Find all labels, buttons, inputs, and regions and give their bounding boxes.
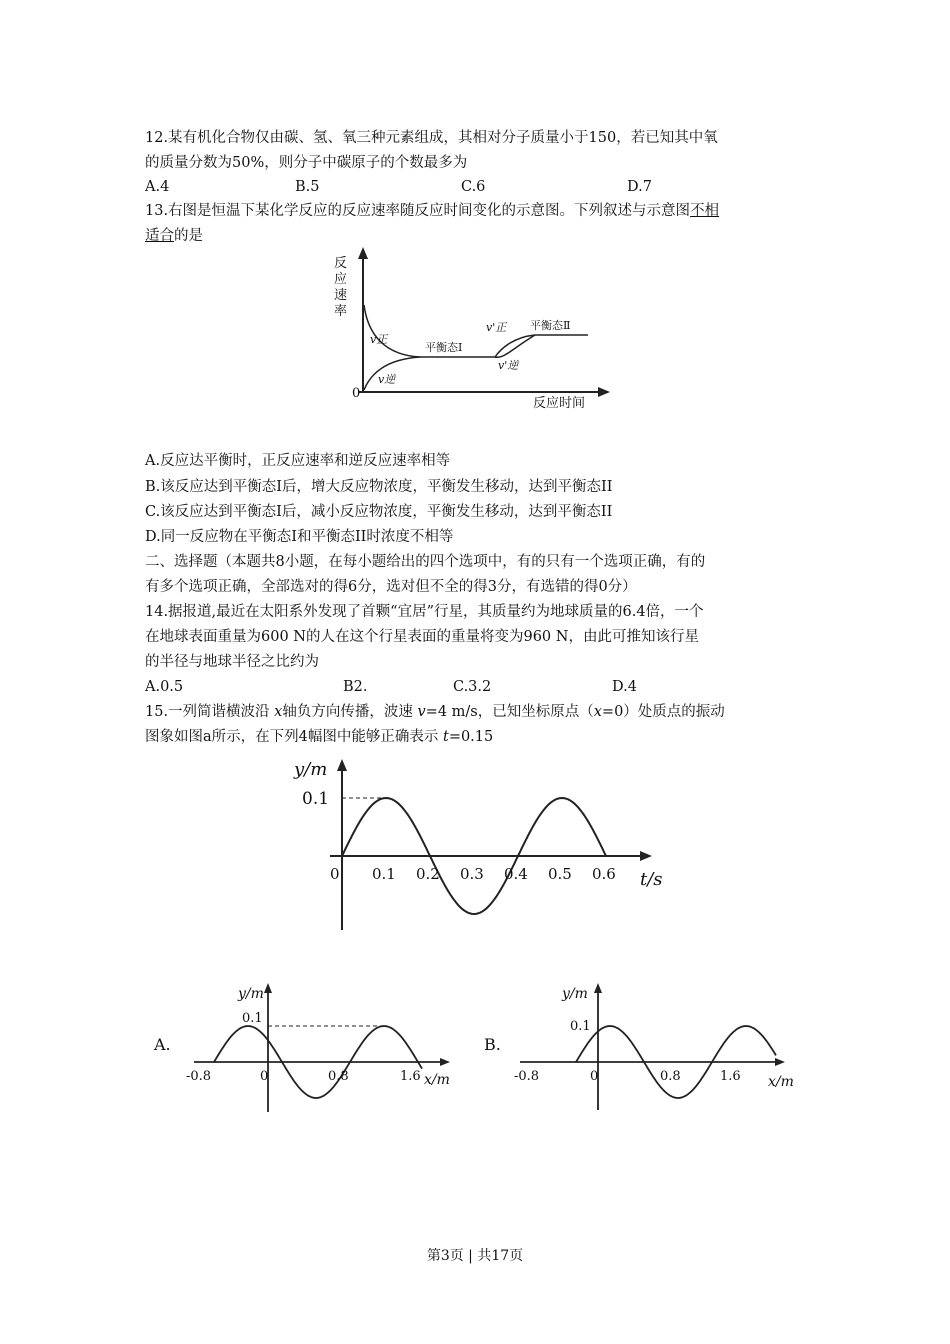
page-footer: 第3页 | 共17页 xyxy=(426,1248,524,1264)
waveform-option-b xyxy=(480,980,810,1130)
q12-line1: 12.某有机化合物仅由碳、氢、氧三种元素组成，其相对分子质量小于150，若已知其中氧 xyxy=(145,130,718,146)
section2-line1: 二、选择题（本题共8小题，在每小题给出的四个选项中，有的只有一个选项正确，有的 xyxy=(145,554,706,570)
rate-ylabel-4: 率 xyxy=(334,304,348,319)
fig-a-tick-label: 0.2 xyxy=(416,865,440,883)
rate-origin: 0 xyxy=(352,386,361,401)
fig-A-amplitude-label: 0.1 xyxy=(242,1011,263,1026)
fig-a-y-arrow xyxy=(337,759,347,771)
vibration-graph-a xyxy=(290,755,690,955)
y-axis-arrow xyxy=(358,247,368,259)
fig-A-tick-label: -0.8 xyxy=(186,1069,212,1084)
fig-B-x-arrow xyxy=(775,1058,785,1066)
section2-line2: 有多个选项正确，全部选对的得6分，选对但不全的得3分，有选错的得0分） xyxy=(145,579,637,595)
fig-B-label: B. xyxy=(484,1035,501,1054)
q13-option-c: C.该反应达到平衡态I后，减小反应物浓度，平衡发生移动，达到平衡态II xyxy=(145,504,613,520)
fig-a-ticks xyxy=(330,865,616,883)
fig-B-tick-label: 0 xyxy=(590,1069,599,1084)
rate-curves xyxy=(364,305,588,390)
q14-line1: 14.据报道,最近在太阳系外发现了首颗“宜居”行星，其质量约为地球质量的6.4倍，一个 xyxy=(145,604,704,620)
fig-a-tick-label: 0.5 xyxy=(548,865,572,883)
fig-a-x-arrow xyxy=(640,851,652,861)
rate-xlabel: 反应时间 xyxy=(533,396,586,411)
fig-a-tick-label: 0.4 xyxy=(504,865,528,883)
fig-a-tick-label: 0.3 xyxy=(460,865,484,883)
fig-A-tick-label: 1.6 xyxy=(400,1069,421,1084)
fig-B-tick-label: 0.8 xyxy=(660,1069,681,1084)
reaction-rate-figure xyxy=(330,245,610,415)
q14-option-b: B2. xyxy=(343,679,368,695)
v-reverse-prime-label: v'逆 xyxy=(498,359,519,372)
q13-option-b: B.该反应达到平衡态I后，增大反应物浓度，平衡发生移动，达到平衡态II xyxy=(145,479,613,495)
fig-A-ticks xyxy=(186,1069,421,1084)
q14-option-c: C.3.2 xyxy=(453,679,492,695)
q13-line1: 13.右图是恒温下某化学反应的反应速率随反应时间变化的示意图。下列叙述与示意图不相 xyxy=(145,203,720,219)
q12-option-d: D.7 xyxy=(627,179,652,195)
q14-option-a: A.0.5 xyxy=(145,679,184,695)
q14-line3: 的半径与地球半径之比约为 xyxy=(145,654,319,670)
fig-A-tick-label: 0 xyxy=(260,1069,269,1084)
v-forward-label: v正 xyxy=(370,333,388,346)
q15-line1: 15.一列简谐横波沿 x轴负方向传播，波速 v=4 m/s，已知坐标原点（x=0）处质点的振动 xyxy=(145,704,725,720)
state2-label: 平衡态Ⅱ xyxy=(530,319,571,332)
v-reverse-label: v逆 xyxy=(378,373,396,386)
fig-B-y-arrow xyxy=(594,983,602,993)
fig-B-ylabel: y/m xyxy=(562,986,588,1002)
v-forward-prime-curve xyxy=(495,335,588,357)
q12-line2: 的质量分数为50%，则分子中碳原子的个数最多为 xyxy=(145,155,468,171)
x-axis-arrow xyxy=(598,387,610,397)
q13-option-a: A.反应达平衡时，正反应速率和逆反应速率相等 xyxy=(145,453,451,469)
q12-option-b: B.5 xyxy=(295,179,320,195)
fig-a-tick-label: 0.1 xyxy=(372,865,396,883)
fig-A-xlabel: x/m xyxy=(424,1072,450,1088)
fig-B-xlabel: x/m xyxy=(768,1074,794,1090)
q14-line2: 在地球表面重量为600 N的人在这个行星表面的重量将变为960 N，由此可推知该行星 xyxy=(145,629,699,645)
v-reverse-prime-curve xyxy=(495,335,535,357)
fig-A-tick-label: 0.8 xyxy=(328,1069,349,1084)
fig-a-amplitude-label: 0.1 xyxy=(302,789,330,809)
rate-ylabel-3: 速 xyxy=(334,288,348,303)
fig-B-amplitude-label: 0.1 xyxy=(570,1019,591,1034)
waveform-option-a xyxy=(150,980,480,1130)
q13-line2: 适合的是 xyxy=(145,228,203,244)
fig-a-xlabel: t/s xyxy=(640,869,663,890)
q15-line2: 图象如图a所示，在下列4幅图中能够正确表示 t=0.15 xyxy=(145,729,494,745)
rate-ylabel-2: 应 xyxy=(334,272,348,287)
fig-B-tick-label: 1.6 xyxy=(720,1069,741,1084)
fig-B-tick-label: -0.8 xyxy=(514,1069,540,1084)
fig-a-tick-label: 0.6 xyxy=(592,865,616,883)
state1-label: 平衡态Ⅰ xyxy=(425,341,463,354)
v-forward-prime-label: v'正 xyxy=(486,321,507,334)
q13-option-d: D.同一反应物在平衡态I和平衡态II时浓度不相等 xyxy=(145,529,454,545)
fig-A-y-arrow xyxy=(264,983,272,993)
fig-a-ylabel: y/m xyxy=(294,759,328,780)
fig-A-x-arrow xyxy=(440,1058,450,1066)
q14-option-d: D.4 xyxy=(612,679,637,695)
q12-option-a: A.4 xyxy=(145,179,170,195)
fig-a-tick-label: 0 xyxy=(330,865,340,883)
fig-A-label: A. xyxy=(154,1035,171,1054)
q12-option-c: C.6 xyxy=(461,179,486,195)
rate-ylabel-1: 反 xyxy=(334,256,348,271)
fig-A-ylabel: y/m xyxy=(238,986,264,1002)
